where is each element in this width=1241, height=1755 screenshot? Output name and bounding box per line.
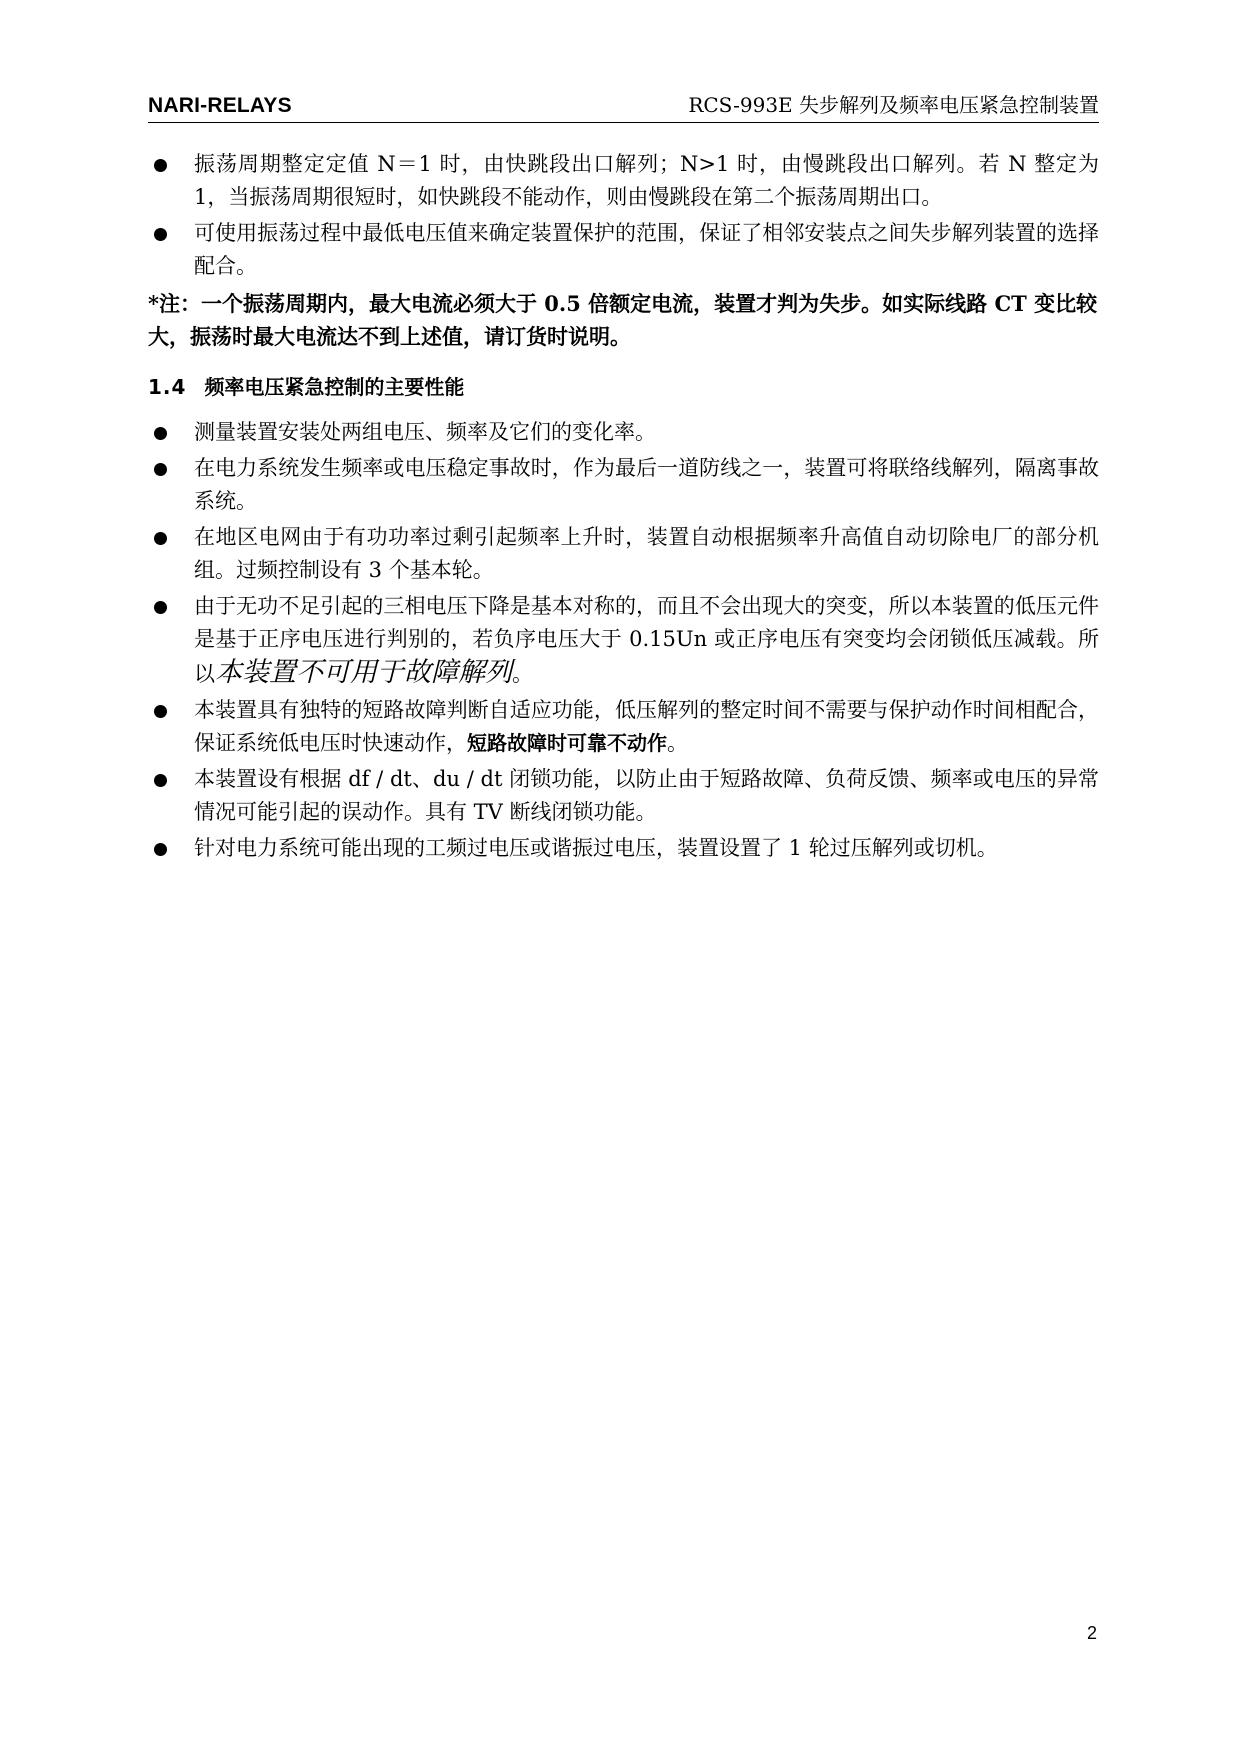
list-item-text: 本装置设有根据 df / dt、du / dt 闭锁功能，以防止由于短路故障、负荷反馈、频率或电压的异常情况可能引起的误动作。具有 TV 断线闭锁功能。 [194, 767, 1099, 824]
bullet-dot-icon [154, 463, 167, 476]
bullet-dot-icon [154, 427, 167, 440]
bullet-list-top [148, 148, 1099, 283]
list-item-text: 本装置具有独特的短路故障判断自适应功能，低压解列的整定时间不需要与保护动作时间相配合，保证系统低电压时快速动作， [194, 698, 1099, 755]
list-item [148, 763, 1099, 829]
list-item [148, 521, 1099, 587]
bullet-dot-icon [154, 843, 167, 856]
emphasis-text: 本装置不可用于故障解列 [215, 657, 512, 688]
bullet-dot-icon [154, 532, 167, 545]
list-item [148, 148, 1099, 214]
bullet-list-main [148, 416, 1099, 865]
list-item [148, 416, 1099, 449]
bullet-dot-icon [154, 601, 167, 614]
bullet-dot-icon [154, 228, 167, 241]
list-item [148, 832, 1099, 865]
list-item-text: 可使用振荡过程中最低电压值来确定装置保护的范围，保证了相邻安装点之间失步解列装置的选择配合。 [194, 221, 1099, 278]
page-header [148, 84, 1099, 123]
brand-logo-text: NARI-RELAYS [148, 94, 292, 117]
list-item-text: 在电力系统发生频率或电压稳定事故时，作为最后一道防线之一，装置可将联络线解列，隔离事故系统。 [194, 456, 1099, 513]
bullet-dot-icon [154, 774, 167, 787]
list-item-text: 测量装置安装处两组电压、频率及它们的变化率。 [194, 420, 656, 444]
list-item-text: 在地区电网由于有功功率过剩引起频率上升时，装置自动根据频率升高值自动切除电厂的部分机组。过频控制设有 3 个基本轮。 [194, 525, 1099, 582]
section-number: 1.4 [148, 375, 187, 399]
bullet-dot-icon [154, 705, 167, 718]
list-item-text: 振荡周期整定定值 N＝1 时，由快跳段出口解列；N>1 时，由慢跳段出口解列。若 N 整定为 1，当振荡周期很短时，如快跳段不能动作，则由慢跳段在第二个振荡周期出口。 [194, 152, 1099, 209]
list-item [148, 217, 1099, 283]
page-number: 2 [1086, 1623, 1097, 1643]
note-paragraph: *注：一个振荡周期内，最大电流必须大于 0.5 倍额定电流，装置才判为失步。如实际线路 CT 变比较大，振荡时最大电流达不到上述值，请订货时说明。 [148, 291, 1098, 349]
list-item-text: 由于无功不足引起的三相电压下降是基本对称的，而且不会出现大的突变，所以本装置的低压元件是基于正序电压进行判别的，若负序电压大于 0.15Un 或正序电压有突变均会闭锁低压减载。所以 [194, 594, 1099, 686]
section-heading [148, 371, 1099, 404]
document-title: RCS-993E 失步解列及频率电压紧急控制装置 [688, 93, 1099, 117]
list-item-end: 。 [512, 662, 533, 686]
list-item-text: 针对电力系统可能出现的工频过电压或谐振过电压，装置设置了 1 轮过压解列或切机。 [194, 836, 998, 860]
list-item [148, 590, 1099, 691]
bullet-dot-icon [154, 159, 167, 172]
section-title: 频率电压紧急控制的主要性能 [204, 375, 465, 399]
list-item [148, 452, 1099, 518]
page-content [148, 148, 1099, 868]
emphasis-text: 短路故障时可靠不动作 [467, 731, 667, 755]
list-item [148, 694, 1099, 760]
list-item-end: 。 [667, 731, 688, 755]
